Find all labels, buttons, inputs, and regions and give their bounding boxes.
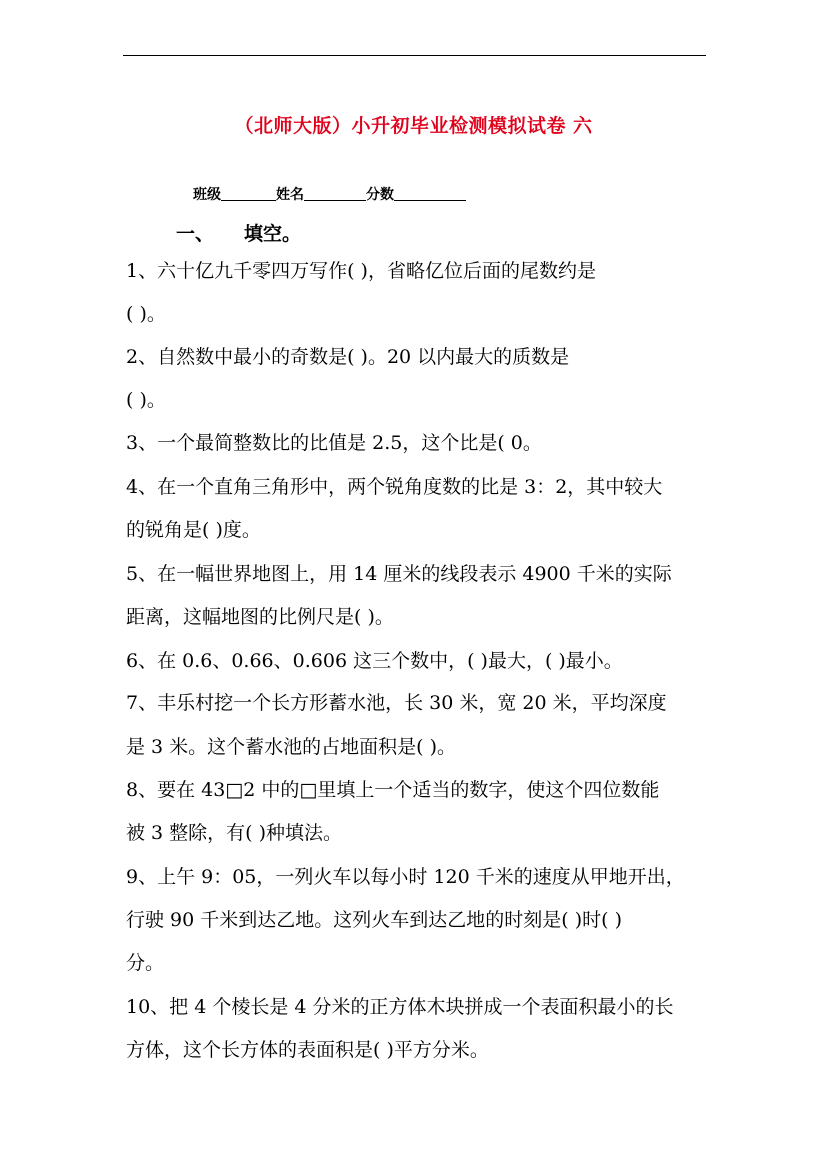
section-number: 一、 xyxy=(176,223,215,245)
question-line: 的锐角是( )度。 xyxy=(126,519,261,541)
question-line: 距离，这幅地图的比例尺是( )。 xyxy=(126,606,394,628)
question-line: 分。 xyxy=(126,952,165,974)
question-line: 7、丰乐村挖一个长方形蓄水池，长 30 米，宽 20 米，平均深度 xyxy=(126,692,667,714)
name-label: 姓名 xyxy=(276,187,304,203)
question-line: 方体，这个长方体的表面积是( )平方分米。 xyxy=(126,1039,489,1061)
question-line: 8、要在 43□2 中的□里填上一个适当的数字，使这个四位数能 xyxy=(126,779,660,801)
class-label: 班级 xyxy=(193,187,221,203)
question-line: ( )。 xyxy=(126,389,166,411)
question-line: 9、上午 9：05，一列火车以每小时 120 千米的速度从甲地开出， xyxy=(126,866,685,888)
question-line: 2、自然数中最小的奇数是( )。20 以内最大的质数是 xyxy=(126,346,570,368)
question-line: 是 3 米。这个蓄水池的占地面积是( )。 xyxy=(126,736,457,758)
section-title: 填空。 xyxy=(244,223,302,245)
question-line: 4、在一个直角三角形中，两个锐角度数的比是 3：2，其中较大 xyxy=(126,476,663,498)
page-title: （北师大版）小升初毕业检测模拟试卷 六 xyxy=(234,115,593,137)
question-line: ( )。 xyxy=(126,303,166,325)
question-line: 1、六十亿九千零四万写作( )，省略亿位后面的尾数约是 xyxy=(126,260,596,282)
class-blank xyxy=(221,186,276,201)
question-line: 5、在一幅世界地图上，用 14 厘米的线段表示 4900 千米的实际 xyxy=(126,563,672,585)
question-line: 3、一个最简整数比的比值是 2.5，这个比是( 0。 xyxy=(126,432,542,454)
name-blank xyxy=(304,186,366,201)
score-label: 分数 xyxy=(366,187,394,203)
question-line: 被 3 整除，有( )种填法。 xyxy=(126,822,343,844)
question-line: 行驶 90 千米到达乙地。这列火车到达乙地的时刻是( )时( ) xyxy=(126,909,622,931)
question-line: 10、把 4 个棱长是 4 分米的正方体木块拼成一个表面积最小的长 xyxy=(126,996,674,1018)
header-rule xyxy=(123,55,706,56)
question-line: 6、在 0.6、0.66、0.606 这三个数中，( )最大，( )最小。 xyxy=(126,650,623,672)
student-info xyxy=(193,184,466,204)
score-blank xyxy=(394,186,466,201)
section-heading xyxy=(176,219,301,246)
